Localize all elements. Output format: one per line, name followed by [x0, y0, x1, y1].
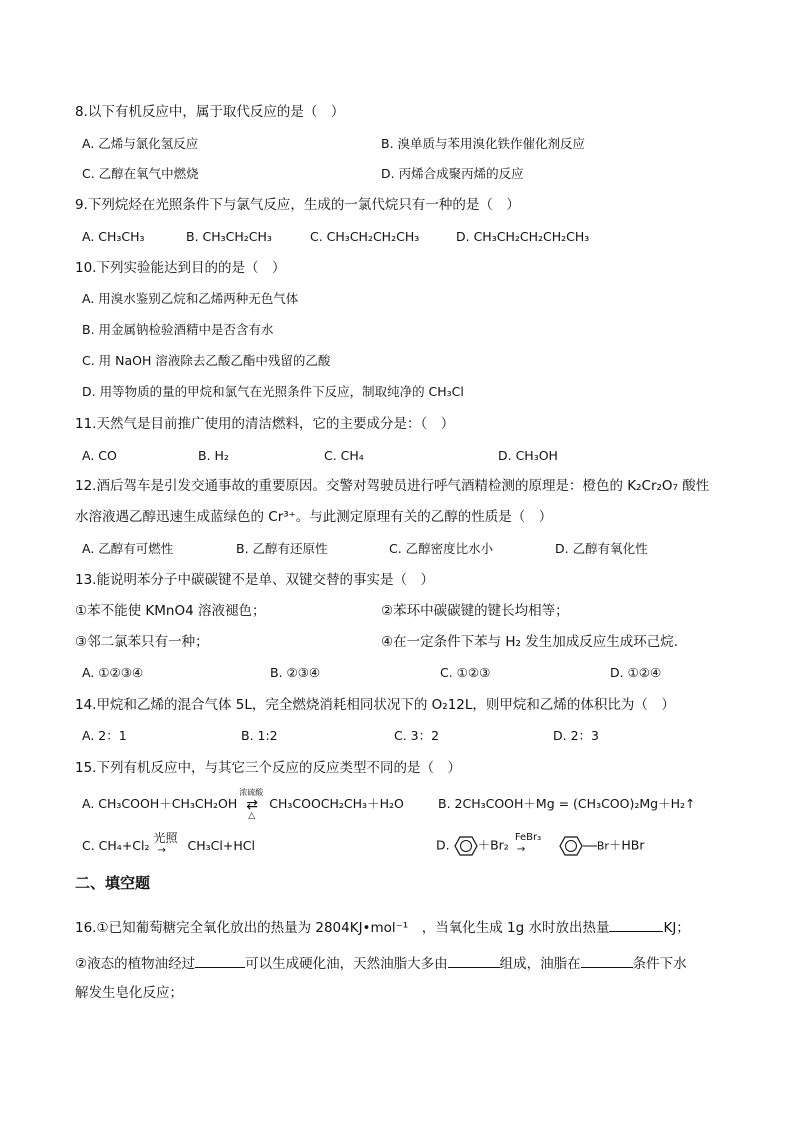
q12-option-a: A. 乙醇有可燃性	[82, 541, 174, 556]
q10-option-d: D. 用等物质的量的甲烷和氯气在光照条件下反应，制取纯净的 CH₃Cl	[82, 384, 464, 399]
q15-option-a	[82, 787, 404, 821]
q15-a-reversible-arrow: ⇄	[246, 796, 258, 813]
q15-c-arrow: →	[157, 844, 166, 856]
q16-blank-3[interactable]	[448, 954, 500, 968]
q16-line2	[75, 954, 687, 973]
q12-option-b: B. 乙醇有还原性	[236, 541, 328, 556]
q14-option-d: D. 2：3	[553, 728, 599, 743]
q14-option-c: C. 3：2	[394, 728, 440, 743]
q15-c-products: CH₃Cl+HCl	[187, 838, 255, 853]
q12-stem-line2: 水溶液遇乙醇迅速生成蓝绿色的 Cr³⁺。与此测定原理有关的乙醇的性质是（ ）	[75, 509, 553, 525]
q15-d-bromine: ＋Br₂	[477, 837, 509, 853]
q13-statement-2: ②苯环中碳碳键的键长均相等；	[381, 603, 569, 619]
q15-c-light: 光照	[153, 830, 178, 845]
q14-stem: 14.甲烷和乙烯的混合气体 5L，完全燃烧消耗相同状况下的 O₂12L，则甲烷和乙烯的体积比为（ ）	[75, 697, 675, 713]
q13-stem: 13.能说明苯分子中碳碳键不是单、双键交替的事实是（ ）	[75, 572, 434, 588]
q14-option-a: A. 2：1	[82, 728, 127, 743]
q15-stem: 15.下列有机反应中，与其它三个反应的反应类型不同的是（ ）	[75, 760, 461, 776]
q16-line2-text-a: ②液态的植物油经过	[75, 956, 196, 972]
q16-line1-text: 16.①已知葡萄糖完全氧化放出的热量为 2804KJ•mol⁻¹ ，当氧化生成 1g 水时放出热量	[75, 920, 610, 936]
q15-option-b: B. 2CH₃COOH＋Mg = (CH₃COO)₂Mg＋H₂↑	[438, 796, 696, 811]
q15-d-catalyst: FeBr₃	[514, 832, 542, 843]
q15-d-br-substituent: Br	[596, 839, 609, 853]
q12-option-c: C. 乙醇密度比水小	[389, 541, 494, 556]
bromobenzene-ring-icon	[559, 835, 583, 857]
q15-a-catalyst: 浓硫酸	[239, 787, 264, 797]
q15-c-reactants: C. CH₄+Cl₂	[82, 838, 150, 853]
q13-statement-4: ④在一定条件下苯与 H₂ 发生加成反应生成环己烷．	[381, 634, 688, 650]
q11-stem: 11.天然气是目前推广使用的清洁燃料，它的主要成分是：（ ）	[75, 416, 455, 432]
q8-option-a: A. 乙烯与氯化氢反应	[82, 136, 199, 151]
q12-stem-line1: 12.酒后驾车是引发交通事故的重要原因。交警对驾驶员进行呼气酒精检测的原理是：橙色的 K₂Cr₂O₇ 酸性	[75, 478, 710, 494]
q16-line2-text-b: 可以生成硬化油，天然油脂大多由	[245, 956, 448, 972]
q10-option-a: A. 用溴水鉴别乙烷和乙烯两种无色气体	[82, 291, 299, 306]
q15-a-heat: △	[248, 810, 256, 821]
q15-d-products: ＋HBr	[608, 837, 645, 853]
q9-option-a: A. CH₃CH₃	[82, 229, 145, 244]
q9-option-b: B. CH₃CH₂CH₃	[186, 229, 272, 244]
section-title: 二、填空题	[75, 874, 151, 892]
q8-option-c: C. 乙醇在氧气中燃烧	[82, 166, 199, 181]
q13-option-a: A. ①②③④	[82, 665, 144, 680]
bond-line-icon	[583, 841, 597, 851]
q16-line1-unit: KJ；	[663, 920, 690, 936]
q16-line1	[75, 918, 690, 937]
q8-option-d: D. 丙烯合成聚丙烯的反应	[381, 166, 524, 181]
q16-line2-text-d: 条件下水	[632, 956, 687, 972]
q15-option-d	[436, 832, 645, 857]
q15-d-arrow: →	[516, 844, 526, 855]
q15-a-reactants: A. CH₃COOH＋CH₃CH₂OH	[82, 796, 238, 811]
q13-option-d: D. ①②④	[610, 665, 662, 680]
q16-blank-2[interactable]	[195, 954, 245, 968]
q11-option-a: A. CO	[82, 448, 117, 463]
q16-line3: 解发生皂化反应；	[75, 985, 183, 1001]
q13-statement-3: ③邻二氯苯只有一种；	[75, 634, 209, 650]
q10-option-c: C. 用 NaOH 溶液除去乙酸乙酯中残留的乙酸	[82, 353, 331, 368]
q15-a-condition	[239, 787, 264, 821]
q8-option-b: B. 溴单质与苯用溴化铁作催化剂反应	[381, 136, 586, 151]
q16-blank-4[interactable]	[581, 954, 633, 968]
q9-option-c: C. CH₃CH₂CH₂CH₃	[310, 229, 420, 244]
q15-d-condition	[513, 832, 551, 855]
q13-option-b: B. ②③④	[270, 665, 321, 680]
q9-stem: 9.下列烷烃在光照条件下与氯气反应，生成的一氯代烷只有一种的是（ ）	[75, 197, 520, 213]
q10-stem: 10.下列实验能达到目的的是（ ）	[75, 260, 286, 276]
q15-c-condition	[153, 830, 184, 856]
q8-stem: 8.以下有机反应中，属于取代反应的是（ ）	[75, 104, 345, 120]
q15-d-label: D.	[436, 837, 450, 853]
q16-blank-1[interactable]	[609, 918, 663, 932]
q11-option-c: C. CH₄	[324, 448, 364, 463]
q12-option-d: D. 乙醇有氧化性	[555, 541, 648, 556]
q11-option-d: D. CH₃OH	[498, 448, 558, 463]
q15-a-products: CH₃COOCH₂CH₃＋H₂O	[269, 796, 404, 811]
q16-line2-text-c: 组成，油脂在	[499, 956, 581, 972]
q10-option-b: B. 用金属钠检验酒精中是否含有水	[82, 322, 274, 337]
benzene-icon	[454, 835, 478, 857]
q15-option-c	[82, 830, 255, 856]
q11-option-b: B. H₂	[198, 448, 229, 463]
q13-option-c: C. ①②③	[440, 665, 491, 680]
q14-option-b: B. 1:2	[241, 728, 278, 743]
q13-statement-1: ①苯不能使 KMnO4 溶液褪色；	[75, 603, 266, 619]
q9-option-d: D. CH₃CH₂CH₂CH₂CH₃	[456, 229, 590, 244]
